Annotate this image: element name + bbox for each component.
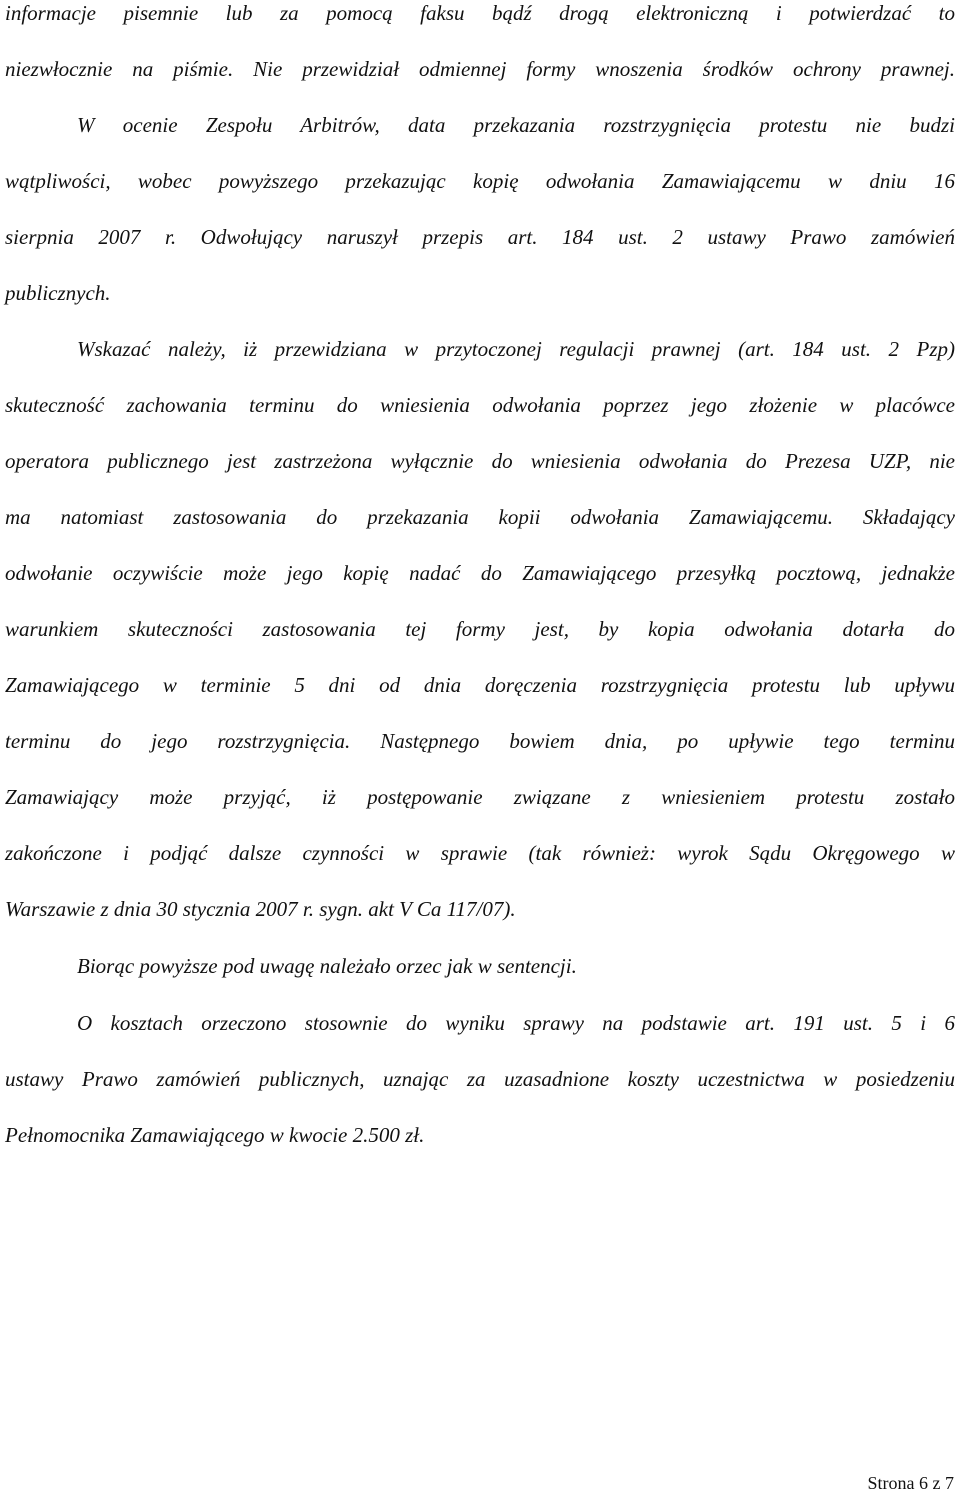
text-line: terminu do jego rozstrzygnięcia. Następnego bowiem dnia, po upływie tego terminu: [5, 729, 955, 753]
text-line: Zamawiający może przyjąć, iż postępowanie związane z wniesieniem protestu zostało: [5, 785, 955, 809]
text-line: niezwłocznie na piśmie. Nie przewidział odmiennej formy wnoszenia środków ochrony prawnej.: [5, 57, 955, 81]
text-line: Wskazać należy, iż przewidziana w przytoczonej regulacji prawnej (art. 184 ust. 2 Pzp): [77, 337, 955, 361]
text-line: Biorąc powyższe pod uwagę należało orzec jak w sentencji.: [77, 954, 577, 978]
text-line: skuteczność zachowania terminu do wniesienia odwołania poprzez jego złożenie w placówce: [5, 393, 955, 417]
text-line: ustawy Prawo zamówień publicznych, uznając za uzasadnione koszty uczestnictwa w posiedzeniu: [5, 1067, 955, 1091]
text-line: Zamawiającego w terminie 5 dni od dnia doręczenia rozstrzygnięcia protestu lub upływu: [5, 673, 955, 697]
text-line: publicznych.: [5, 281, 111, 305]
text-line: informacje pisemnie lub za pomocą faksu bądź drogą elektroniczną i potwierdzać to: [5, 1, 955, 25]
text-line: zakończone i podjąć dalsze czynności w sprawie (tak również: wyrok Sądu Okręgowego w: [5, 841, 955, 865]
text-line: W ocenie Zespołu Arbitrów, data przekazania rozstrzygnięcia protestu nie budzi: [77, 113, 955, 137]
text-line: Pełnomocnika Zamawiającego w kwocie 2.500 zł.: [5, 1123, 425, 1147]
text-line: ma natomiast zastosowania do przekazania kopii odwołania Zamawiającemu. Składający: [5, 505, 955, 529]
text-line: odwołanie oczywiście może jego kopię nadać do Zamawiającego przesyłką pocztową, jednakże: [5, 561, 955, 585]
text-line: sierpnia 2007 r. Odwołujący naruszył przepis art. 184 ust. 2 ustawy Prawo zamówień: [5, 225, 955, 249]
text-line: Warszawie z dnia 30 stycznia 2007 r. sygn. akt V Ca 117/07).: [5, 897, 516, 921]
text-line: operatora publicznego jest zastrzeżona wyłącznie do wniesienia odwołania do Prezesa UZP, nie: [5, 449, 955, 473]
text-line: O kosztach orzeczono stosownie do wyniku sprawy na podstawie art. 191 ust. 5 i 6: [77, 1011, 955, 1035]
text-line: warunkiem skuteczności zastosowania tej formy jest, by kopia odwołania dotarła do: [5, 617, 955, 641]
page-number: Strona 6 z 7: [867, 1473, 954, 1493]
text-line: wątpliwości, wobec powyższego przekazując kopię odwołania Zamawiającemu w dniu 16: [5, 169, 955, 193]
